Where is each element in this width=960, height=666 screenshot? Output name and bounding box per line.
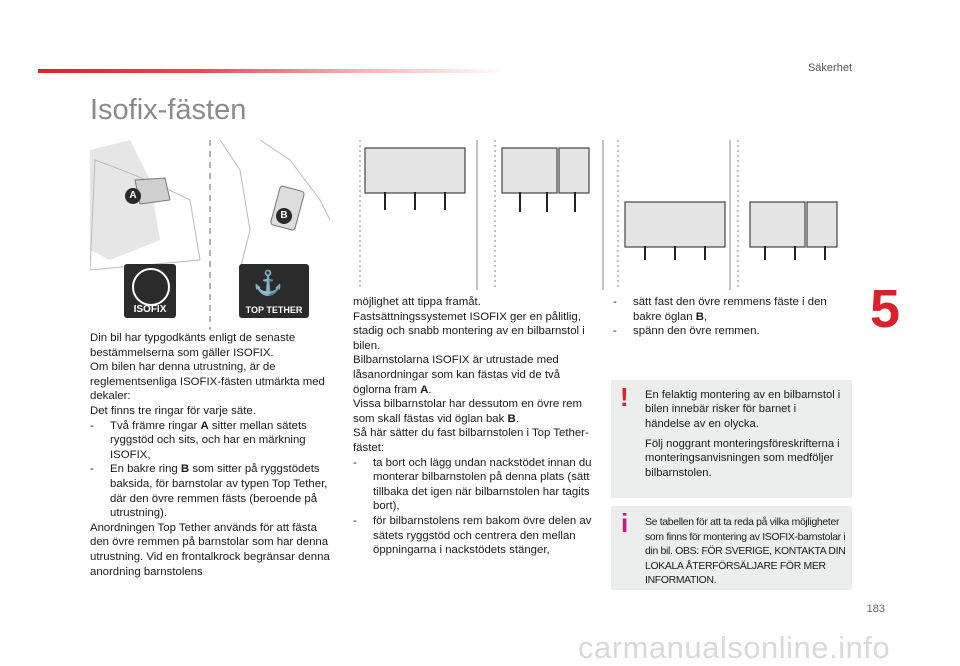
chapter-number: 5 [870, 279, 901, 339]
outro-text: Anordningen Top Tether används för att fästa den övre remmen på barnstolar som har denna utrustning. Vid en frontalkrock begränsar denna anordning barnstolens [90, 521, 330, 578]
top-tether-badge-label: TOP TETHER [245, 305, 303, 315]
warning-icon: ! [620, 382, 629, 412]
top-tether-badge [239, 264, 309, 318]
col2-text-1: möjlighet att tippa framåt. [353, 296, 481, 308]
intro-text-1: Din bil har typgodkänts enligt de senaste bestämmelserna som gäller ISOFIX. [90, 332, 296, 359]
col2-text-2: Fastsättningssystemet ISOFIX ger en pålitlig, stadig och snabb montering av en bilbarnstol i bilen. [353, 310, 585, 352]
seat-layout-diagrams [355, 140, 855, 290]
list-item: - spänn den övre remmen. [613, 325, 760, 338]
isofix-badge [124, 264, 176, 318]
info-icon: i [621, 508, 629, 538]
page-number: 183 [866, 603, 885, 615]
list-item: - Två främre ringar A sitter mellan sätets ryggstöd och sits, och har en märkning ISOFIX, [90, 419, 307, 461]
col2-text-5: Så här sätter du fast bilbarnstolen i Top Tether-fästet: [353, 427, 589, 454]
ring-b-label: B [280, 210, 288, 221]
header-accent-bar [38, 69, 508, 73]
col2-text-3: Bilbarnstolarna ISOFIX är utrustade med låsanordningar som kan fästas vid de två öglorna fram A. [353, 354, 561, 396]
ring-a-label: A [129, 190, 137, 201]
watermark: carmanualsonline.info [578, 630, 891, 665]
warning-box [611, 380, 852, 498]
list-item: - för bilbarnstolens rem bakom övre delen av sätets ryggstöd och centrera den mellan öppningarna i nackstödets stänger, [353, 514, 592, 557]
column-3 [613, 295, 848, 339]
section-title: Säkerhet [807, 62, 852, 74]
isofix-badge-label: ISOFIX [133, 304, 167, 315]
warning-text-2: Följ noggrant monteringsföreskrifterna i monteringsanvisningen som medföljer bilbarnstolen. [645, 438, 840, 479]
warning-text-1: En felaktig montering av en bilbarnstol i bilen innebär risker för barnet i händelse av en olycka. [645, 389, 841, 430]
column-2 [353, 295, 593, 558]
list-item: - ta bort och lägg undan nackstödet innan du monterar bilbarnstolen på denna plats (sätt tillbaka det igen när bilbarnstolen har tagits bort), [353, 456, 592, 513]
list-item: - En bakre ring B som sitter på ryggstödets baksida, för barnstolar av typen Top Tether, där den övre remmen fästs (beroende på utrustning). [90, 463, 328, 520]
ring-a-marker [125, 188, 141, 204]
column-1 [90, 331, 330, 579]
intro-text-3: Det finns tre ringar för varje säte. [90, 404, 256, 417]
page-title: Isofix-fästen [90, 94, 247, 126]
ring-b-marker [276, 208, 292, 224]
col2-text-4: Vissa bilbarnstolar har dessutom en övre rem som skall fästas vid öglan bak B. [353, 398, 582, 425]
info-box [611, 506, 852, 590]
intro-text-2: Om bilen har denna utrustning, är de reglementsenliga ISOFIX-fästen utmärkta med dekaler: [90, 361, 325, 403]
info-text: Se tabellen för att ta reda på vilka möjligheter som finns för montering av ISOFIX-barnstolar i din bil. OBS: FÖR SVERIGE, KONTAKTA DIN LOKALA ÅTERFÖRSÄLJARE FÖR MER INFORMATION. [645, 517, 846, 586]
child-seat-icon [132, 268, 170, 306]
list-item: - sätt fast den övre remmens fäste i den bakre öglan B, [613, 296, 827, 323]
anchor-icon: ⚓ [253, 270, 283, 297]
